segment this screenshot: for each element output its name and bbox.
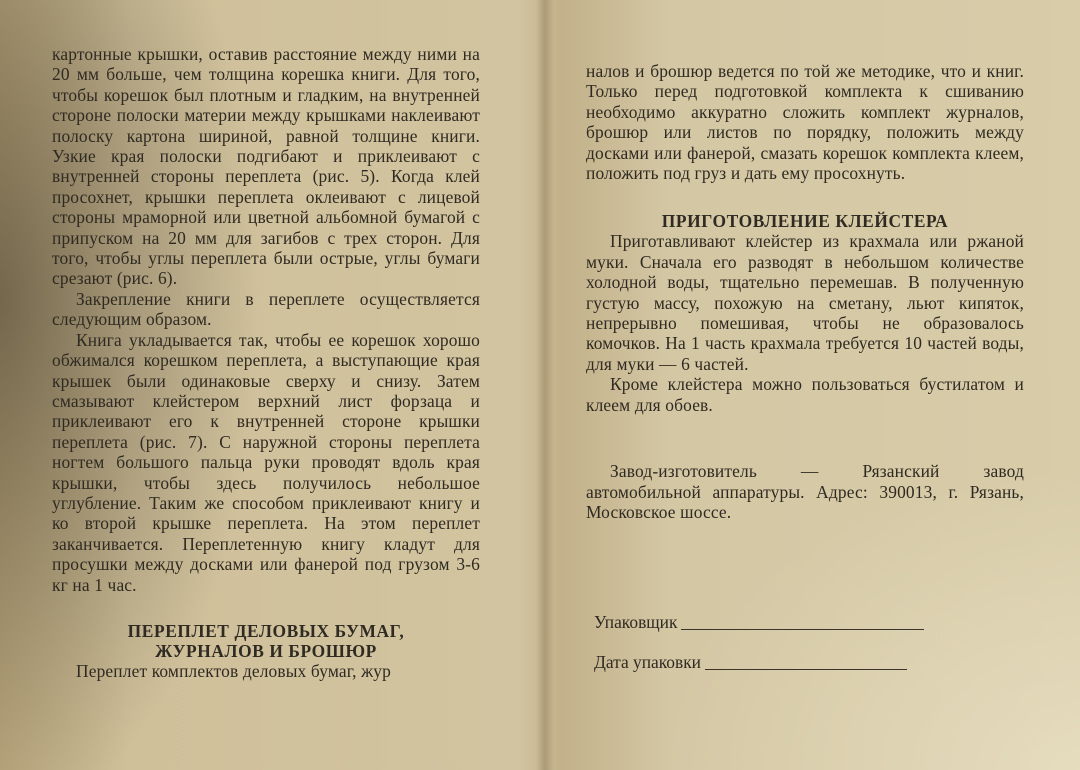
binding-heading-line-1: ПЕРЕПЛЕТ ДЕЛОВЫХ БУМАГ,	[127, 620, 405, 641]
pack-date-field	[594, 652, 907, 673]
left-paragraph-1: картонные крышки, оставив расстояние между ними на 20 мм больше, чем толщина корешка книги. Для того, чтобы корешок был плотным и гладким, на внутренней стороне полоски материи между крышками наклеивают полоску картона шириной, равной толщине книги. Узкие края полоски подгибают и приклеивают с внутренней стороны переплета (рис. 5). Когда клей просохнет, крышки переплета оклеивают с лицевой стороны мраморной или цветной альбомной бумагой с припуском на 20 мм для загибов с трех сторон. Для того, чтобы углы переплета были острые, углы бумаги срезают (рис. 6).	[52, 44, 480, 289]
binding-heading-line-2: ЖУРНАЛОВ И БРОШЮР	[155, 640, 377, 661]
right-paragraph-2: Приготавливают клейстер из крахмала или ржаной муки. Сначала его разводят в небольшом количестве холодной воды, тщательно перемешав. В полученную густую массу, похожую на сметану, льют кипяток, непрерывно помешивая, чтобы не образовалось комочков. На 1 часть крахмала требуется 10 частей воды, для муки — 6 частей.	[586, 231, 1024, 374]
binding-heading	[52, 621, 480, 661]
right-column	[586, 61, 1024, 522]
right-paragraph-1: налов и брошюр ведется по той же методике, что и книг. Только перед подготовкой комплекта к сшиванию необходимо аккуратно сложить комплект журналов, брошюр или листов по порядку, положить между досками или фанерой, смазать корешок комплекта клеем, положить под груз и дать ему просохнуть.	[586, 61, 1024, 184]
page-fold	[536, 0, 554, 770]
paste-heading: ПРИГОТОВЛЕНИЕ КЛЕЙСТЕРА	[661, 211, 949, 232]
packer-label: Упаковщик	[594, 612, 678, 632]
right-paragraph-3: Кроме клейстера можно пользоваться бустилатом и клеем для обоев.	[586, 374, 1024, 415]
pack-date-line	[705, 669, 907, 670]
left-paragraph-3: Книга укладывается так, чтобы ее корешок хорошо обжимался корешком переплета, а выступающие края крышек были одинаковые сверху и снизу. Затем смазывают клейстером верхний лист форзаца и приклеивают его к внутренней стороне крышки переплета (рис. 7). С наружной стороны переплета ногтем большого пальца руки проводят вдоль края крышки, чтобы здесь получилось небольшое углубление. Таким же способом приклеивают книгу и ко второй крышке переплета. На этом переплет заканчивается. Переплетенную книгу кладут для просушки между досками или фанерой под грузом 3-6 кг на 1 час.	[52, 329, 480, 595]
pack-date-label: Дата упаковки	[594, 652, 701, 672]
packer-signature-line	[681, 629, 924, 630]
spacer	[586, 415, 1024, 461]
left-paragraph-4: Переплет комплектов деловых бумаг, жур	[76, 660, 391, 681]
packer-field	[594, 612, 924, 633]
manufacturer-info: Завод-изготовитель — Рязанский завод автомобильной аппаратуры. Адрес: 390013, г. Рязань, Московское шоссе.	[586, 461, 1024, 522]
left-paragraph-2: Закрепление книги в переплете осуществляется следующим образом.	[52, 288, 480, 330]
left-column	[52, 44, 480, 681]
